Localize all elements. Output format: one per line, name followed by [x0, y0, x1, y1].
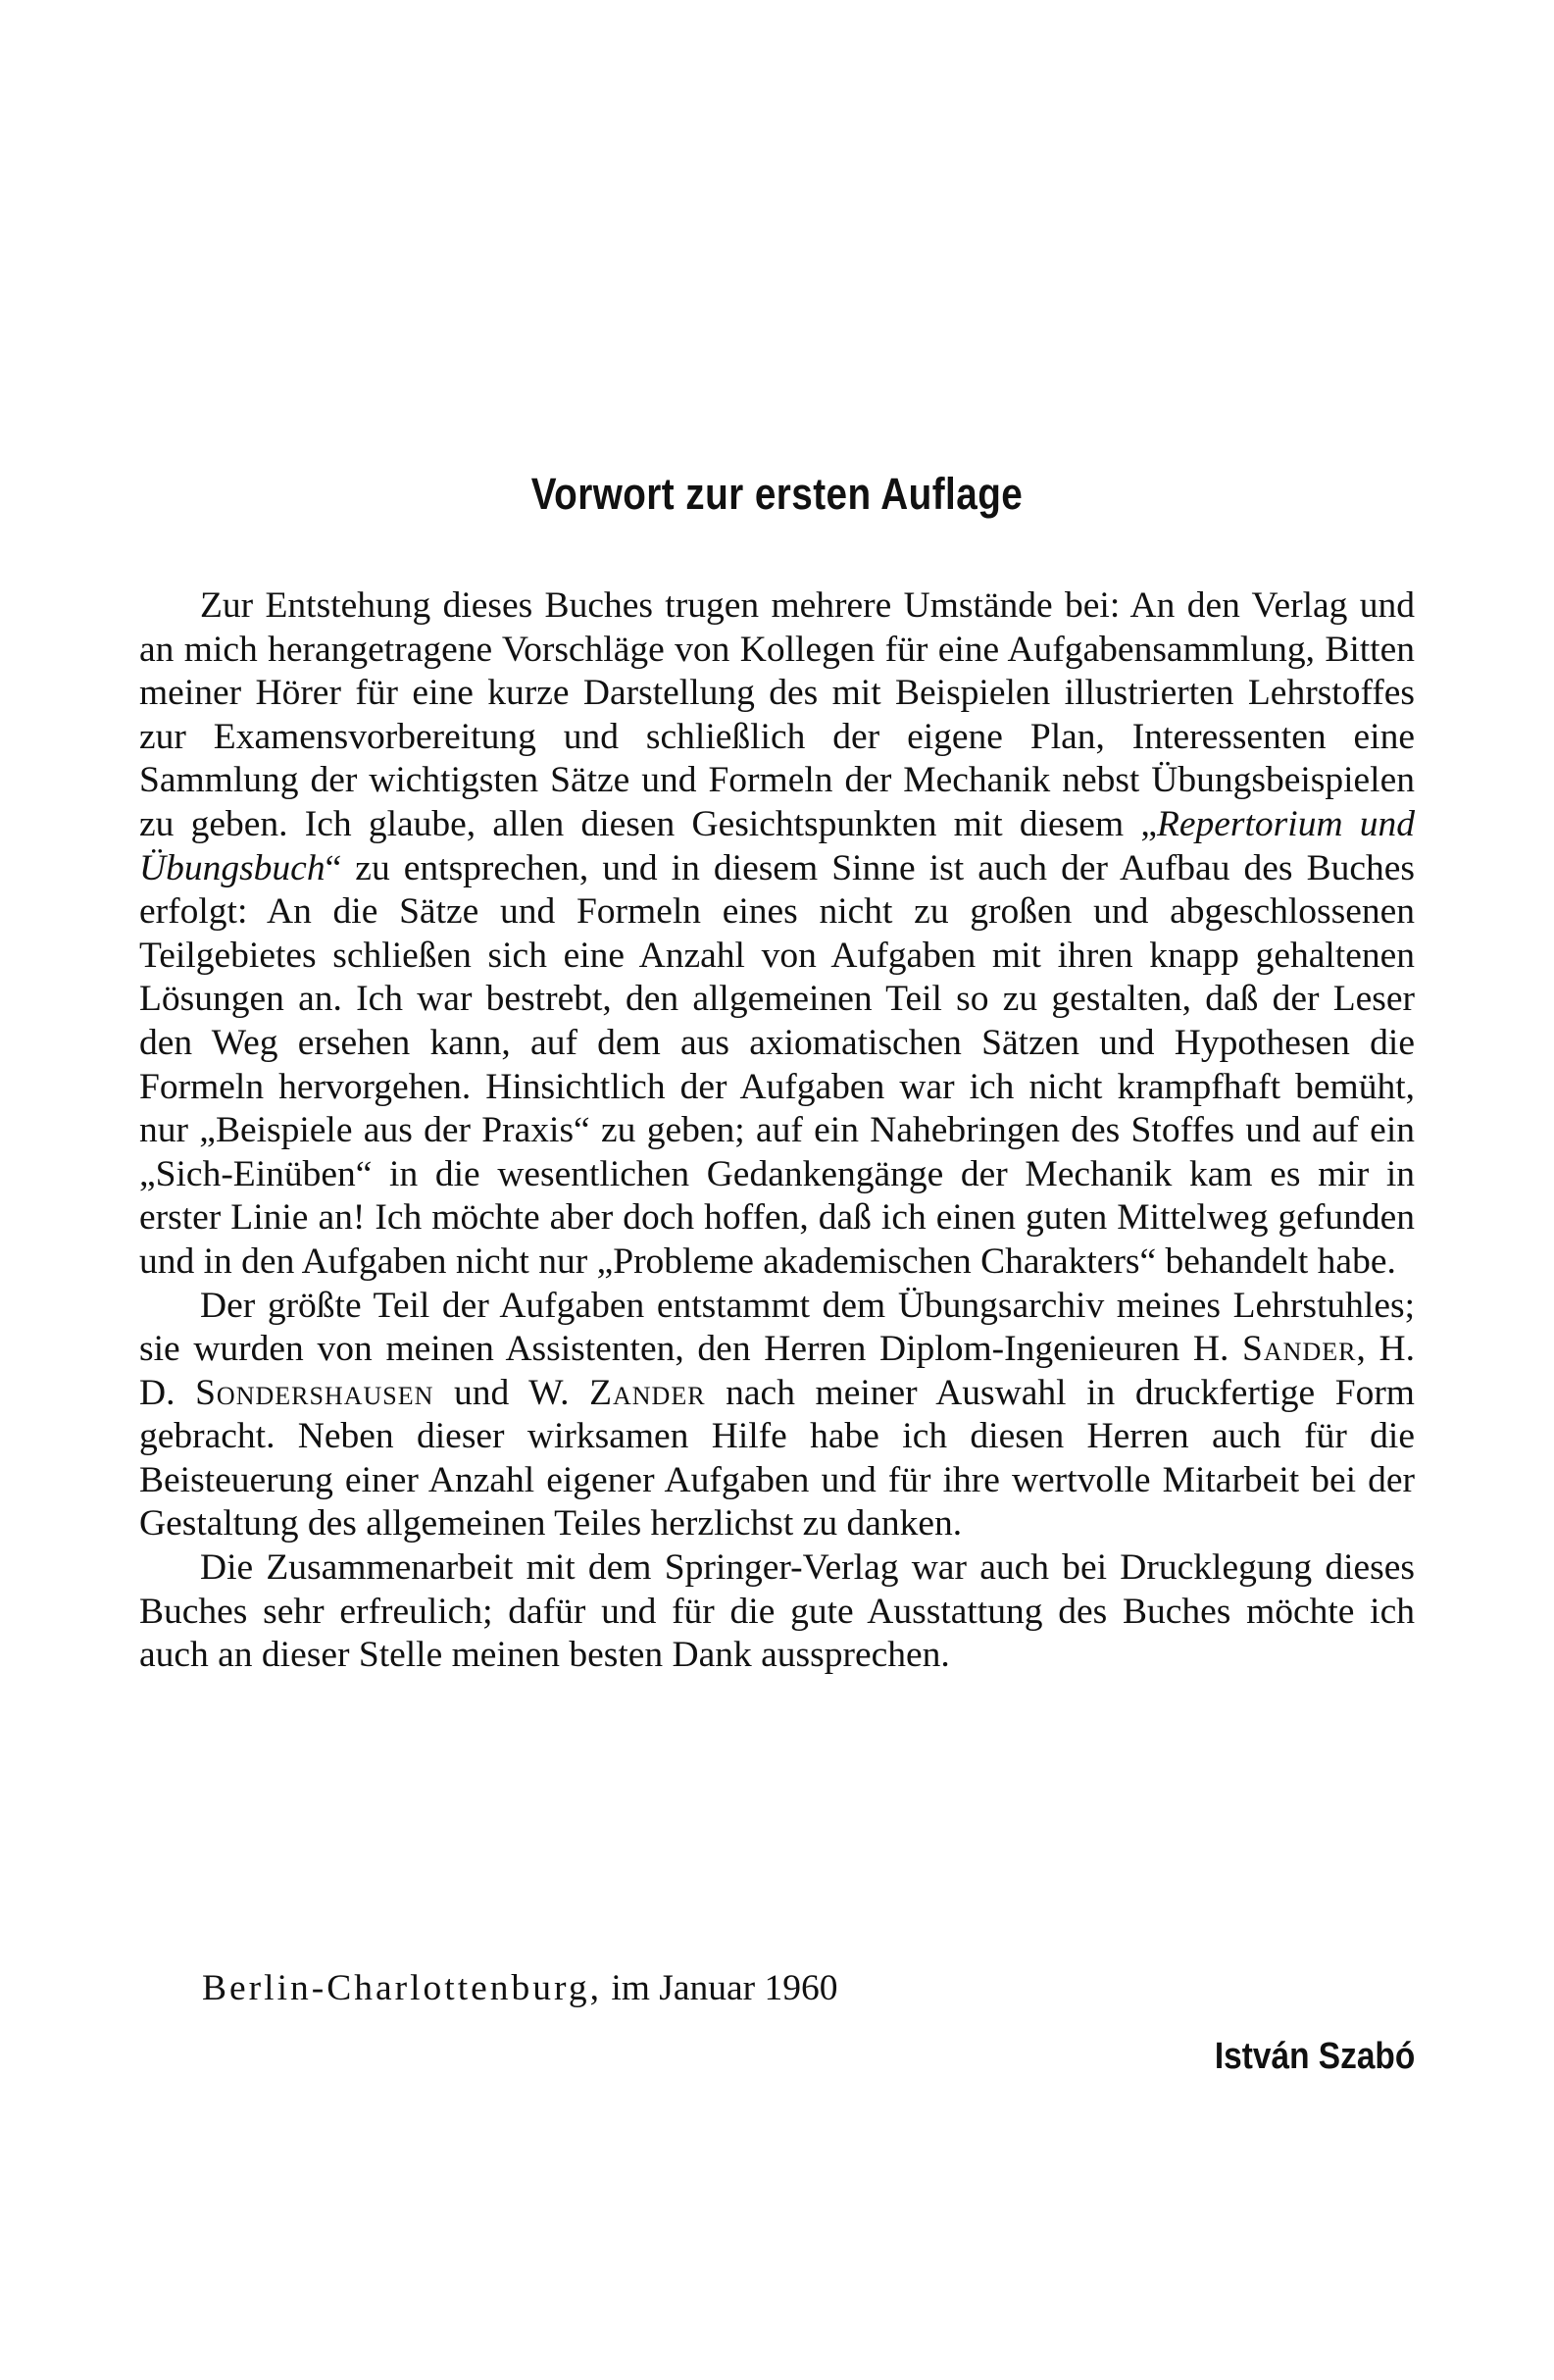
- author-signature: István Szabó: [1214, 2036, 1415, 2077]
- dateline-date: im Januar 1960: [611, 1968, 838, 2008]
- assistant-name-sander: Sander: [1242, 1329, 1357, 1370]
- paragraph-2-text-b: , H. D.: [139, 1329, 1415, 1413]
- dateline-place: Berlin-Charlottenburg,: [202, 1968, 602, 2008]
- paragraph-2: [139, 1285, 1415, 1547]
- paragraph-2-text-c: und W.: [433, 1372, 590, 1413]
- paragraph-1: [139, 584, 1415, 1285]
- paragraph-1-text-b: “ zu entsprechen, und in diesem Sinne ist auch der Aufbau des Buches erfolgt: An die Sätze und Formeln eines nicht zu großen und abgeschlossenen Teilgebietes schließen sich eine Anzahl von Aufgaben mit ihren knapp gehaltenen Lösungen an. Ich war bestrebt, den allgemeinen Teil so zu gestalten, daß der Leser den Weg ersehen kann, auf dem aus axiomatischen Sätzen und Hypothesen die Formeln hervorgehen. Hinsichtlich der Aufgaben war ich nicht krampfhaft bemüht, nur „Beispiele aus der Praxis“ zu geben; auf ein Nahebringen des Stoffes und auf ein „Sich-Einüben“ in die wesentlichen Gedankengänge der Mechanik kam es mir in erster Linie an! Ich möchte aber doch hoffen, daß ich einen guten Mittelweg gefunden und in den Aufgaben nicht nur „Probleme akademischen Charakters“ behandelt habe.: [139, 847, 1415, 1282]
- book-title-italic: Repertorium und Übungsbuch: [139, 803, 1415, 888]
- paragraph-2-text-a: Der größte Teil der Aufgaben entstammt dem Übungsarchiv meines Lehrstuhles; sie wurden von meinen Assistenten, den Herren Diplom-Ingenieuren H.: [139, 1285, 1415, 1370]
- paragraph-1-text-a: Zur Entstehung dieses Buches trugen mehrere Umstände bei: An den Verlag und an mich herangetragene Vorschläge von Kollegen für eine Aufgabensammlung, Bitten meiner Hörer für eine kurze Darstellung des mit Beispielen illustrierten Lehrstoffes zur Examensvorbereitung und schließlich der eigene Plan, Interessenten eine Sammlung der wichtigsten Sätze und Formeln der Mechanik nebst Übungsbeispielen zu geben. Ich glaube, allen diesen Gesichtspunkten mit diesem „: [139, 585, 1415, 844]
- dateline: [202, 1967, 838, 2010]
- page-title: Vorwort zur ersten Auflage: [530, 469, 1024, 519]
- paragraph-2-text-d: nach meiner Auswahl in druckfertige Form gebracht. Neben dieser wirksamen Hilfe habe ich diesen Herren auch für die Beisteuerung einer Anzahl eigener Aufgaben und für ihre wertvolle Mitarbeit bei der Gestaltung des allgemeinen Teiles herzlichst zu danken.: [139, 1372, 1415, 1544]
- preface-body: [139, 584, 1415, 1678]
- assistant-name-zander: Zander: [589, 1372, 706, 1413]
- assistant-name-sondershausen: Sondershausen: [195, 1372, 434, 1413]
- paragraph-3: Die Zusammenarbeit mit dem Springer-Verlag war auch bei Drucklegung dieses Buches sehr erfreulich; dafür und für die gute Ausstattung des Buches möchte ich auch an dieser Stelle meinen besten Dank aussprechen.: [139, 1547, 1415, 1676]
